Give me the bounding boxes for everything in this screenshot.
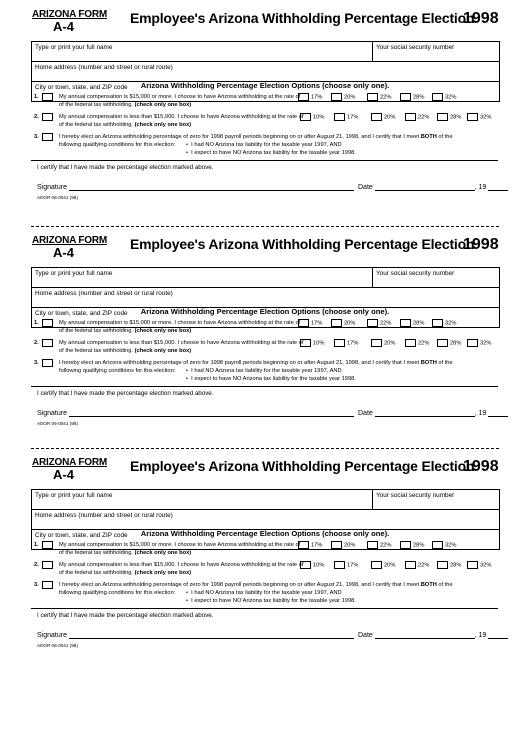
checkbox-icon xyxy=(334,561,345,569)
form-name: ARIZONA FORM xyxy=(32,235,107,246)
pct-label: 22% xyxy=(418,340,430,347)
pct-checkbox[interactable] xyxy=(467,339,491,348)
option-3 xyxy=(34,581,504,607)
pct-checkbox[interactable] xyxy=(400,319,424,328)
options-heading: Arizona Withholding Percentage Election Options (choose only one). xyxy=(140,529,390,538)
year-suffix: , 19 xyxy=(474,632,487,639)
pct-label: 28% xyxy=(413,320,425,327)
signature-underline xyxy=(69,409,354,417)
option-text-line2 xyxy=(59,101,191,109)
option-2 xyxy=(34,113,504,131)
option-text-bold: (check only one box) xyxy=(134,102,192,108)
address-field-label: Home address (number and street or rural route) xyxy=(35,290,173,297)
address-field-label: Home address (number and street or rural route) xyxy=(35,512,173,519)
pct-checkbox[interactable] xyxy=(432,319,456,328)
option-2-checkbox[interactable] xyxy=(42,561,53,569)
option-3-checkbox[interactable] xyxy=(42,359,53,367)
pct-checkbox[interactable] xyxy=(331,319,355,328)
pct-checkbox[interactable] xyxy=(371,113,395,122)
pct-label: 22% xyxy=(380,94,392,101)
option-number: 3. xyxy=(34,360,39,366)
option-3-checkbox[interactable] xyxy=(42,133,53,141)
ssn-field-label: Your social security number xyxy=(376,44,455,51)
checkbox-icon xyxy=(405,561,416,569)
option-1-checkbox[interactable] xyxy=(42,541,53,549)
signature-label: Signature xyxy=(37,410,67,417)
option-text-line2: following qualifying conditions for this election: xyxy=(59,142,176,148)
condition-bullet: • I expect to have NO Arizona tax liability for the taxable year 1998. xyxy=(186,150,356,156)
checkbox-icon xyxy=(400,93,411,101)
option-text-line2: following qualifying conditions for this election: xyxy=(59,368,176,374)
pct-checkbox[interactable] xyxy=(371,339,395,348)
ssn-field[interactable] xyxy=(372,42,455,61)
form-year: 1998 xyxy=(463,236,499,253)
options-heading: Arizona Withholding Percentage Election Options (choose only one). xyxy=(140,81,390,90)
checkbox-icon xyxy=(437,113,448,121)
option-text-plain: I hereby elect an Arizona withholding percentage of zero for 1998 payroll periods beginning on or after August 21, 1998, and I certify that I meet xyxy=(59,582,421,588)
option-text-line2 xyxy=(59,549,191,557)
checkbox-icon xyxy=(371,113,382,121)
address-field-label: Home address (number and street or rural route) xyxy=(35,64,173,71)
pct-checkbox[interactable] xyxy=(405,339,429,348)
date-label: Date xyxy=(358,184,373,191)
pct-label: 28% xyxy=(450,114,462,121)
option-text: My annual compensation is $15,000 or more. I choose to have Arizona withholding at the rate of xyxy=(59,94,301,100)
city-field-label: City or town, state, and ZIP code xyxy=(35,310,128,317)
pct-label: 22% xyxy=(418,562,430,569)
form-title: Employee's Arizona Withholding Percentage Election xyxy=(130,458,475,474)
pct-label: 32% xyxy=(480,114,492,121)
date-line[interactable] xyxy=(358,183,508,191)
checkbox-icon xyxy=(437,339,448,347)
condition-text: I had NO Arizona tax liability for the taxable year 1997, AND xyxy=(191,142,342,148)
option-2-checkbox[interactable] xyxy=(42,339,53,347)
option-1 xyxy=(34,541,504,559)
pct-checkbox[interactable] xyxy=(334,113,358,122)
pct-checkbox[interactable] xyxy=(300,561,324,570)
pct-label: 17% xyxy=(347,562,359,569)
name-field-label: Type or print your full name xyxy=(35,492,113,499)
checkbox-icon xyxy=(432,541,443,549)
name-field-label: Type or print your full name xyxy=(35,44,113,51)
option-2 xyxy=(34,339,504,357)
option-text-plain: I hereby elect an Arizona withholding percentage of zero for 1998 payroll periods beginning on or after August 21, 1998, and I certify that I meet xyxy=(59,134,421,140)
pct-label: 32% xyxy=(445,320,457,327)
pct-checkbox[interactable] xyxy=(300,339,324,348)
year-suffix: , 19 xyxy=(474,410,487,417)
form-number: A-4 xyxy=(53,245,74,260)
pct-checkbox[interactable] xyxy=(331,93,355,102)
checkbox-icon xyxy=(467,339,478,347)
checkbox-icon xyxy=(331,93,342,101)
signature-underline xyxy=(69,631,354,639)
option-text xyxy=(59,359,453,367)
option-text xyxy=(59,581,453,589)
address-field[interactable] xyxy=(32,510,499,530)
option-number: 3. xyxy=(34,582,39,588)
name-row[interactable] xyxy=(32,268,499,288)
year-underline xyxy=(488,183,508,191)
pct-checkbox[interactable] xyxy=(371,561,395,570)
option-text: My annual compensation is less than $15,000. I choose to have Arizona withholding at the rate of xyxy=(59,562,304,568)
address-field[interactable] xyxy=(32,62,499,82)
option-text: My annual compensation is less than $15,000. I choose to have Arizona withholding at the rate of xyxy=(59,340,304,346)
pct-label: 22% xyxy=(418,114,430,121)
date-label: Date xyxy=(358,632,373,639)
checkbox-icon xyxy=(367,319,378,327)
condition-bullet: • I had NO Arizona tax liability for the taxable year 1997, AND xyxy=(186,368,342,374)
pct-label: 20% xyxy=(344,320,356,327)
form-id xyxy=(32,235,112,260)
city-field-label: City or town, state, and ZIP code xyxy=(35,532,128,539)
pct-checkbox[interactable] xyxy=(467,561,491,570)
ssn-field[interactable] xyxy=(372,268,455,287)
option-text-bold: BOTH xyxy=(420,582,437,588)
pct-checkbox[interactable] xyxy=(367,541,391,550)
pct-checkbox[interactable] xyxy=(334,561,358,570)
option-text-line2 xyxy=(59,327,191,335)
pct-checkbox[interactable] xyxy=(298,319,322,328)
option-number: 3. xyxy=(34,134,39,140)
pct-label: 28% xyxy=(413,94,425,101)
pct-checkbox[interactable] xyxy=(437,561,461,570)
option-1-checkbox[interactable] xyxy=(42,93,53,101)
pct-label: 20% xyxy=(344,542,356,549)
option-number: 2. xyxy=(34,340,39,346)
option-2-checkbox[interactable] xyxy=(42,113,53,121)
pct-checkbox[interactable] xyxy=(331,541,355,550)
option-2 xyxy=(34,561,504,579)
option-text-plain: of the federal tax withholding. xyxy=(59,348,135,354)
checkbox-icon xyxy=(334,339,345,347)
option-text-bold: (check only one box) xyxy=(134,122,192,128)
checkbox-icon xyxy=(405,113,416,121)
condition-bullet: • I had NO Arizona tax liability for the taxable year 1997, AND xyxy=(186,142,342,148)
pct-checkbox[interactable] xyxy=(405,113,429,122)
form-id xyxy=(32,457,112,482)
form-year: 1998 xyxy=(463,458,499,475)
pct-label: 20% xyxy=(384,340,396,347)
option-text-bold: (check only one box) xyxy=(134,348,192,354)
pct-label: 32% xyxy=(445,542,457,549)
checkbox-icon xyxy=(331,319,342,327)
option-text: My annual compensation is $15,000 or more. I choose to have Arizona withholding at the rate of xyxy=(59,320,301,326)
pct-label: 17% xyxy=(347,340,359,347)
date-underline xyxy=(375,631,475,639)
form-number: A-4 xyxy=(53,467,74,482)
certification-text: I certify that I have made the percentage election marked above. xyxy=(31,160,498,171)
pct-label: 17% xyxy=(311,94,323,101)
city-field-label: City or town, state, and ZIP code xyxy=(35,84,128,91)
checkbox-icon xyxy=(367,93,378,101)
checkbox-icon xyxy=(467,561,478,569)
option-number: 2. xyxy=(34,562,39,568)
pct-checkbox[interactable] xyxy=(437,339,461,348)
pct-checkbox[interactable] xyxy=(300,113,324,122)
option-number: 1. xyxy=(34,542,39,548)
pct-label: 10% xyxy=(313,340,325,347)
form-name: ARIZONA FORM xyxy=(32,9,107,20)
pct-label: 28% xyxy=(413,542,425,549)
option-text-line2 xyxy=(59,347,191,355)
condition-text: I had NO Arizona tax liability for the taxable year 1997, AND xyxy=(191,368,342,374)
pct-label: 20% xyxy=(384,114,396,121)
pct-checkbox[interactable] xyxy=(405,561,429,570)
form-title: Employee's Arizona Withholding Percentage Election xyxy=(130,236,475,252)
pct-label: 10% xyxy=(313,562,325,569)
option-3 xyxy=(34,359,504,385)
pct-checkbox[interactable] xyxy=(432,93,456,102)
option-text-plain: of the xyxy=(436,134,453,140)
date-line[interactable] xyxy=(358,409,508,417)
condition-text: I expect to have NO Arizona tax liability for the taxable year 1998. xyxy=(191,376,356,382)
option-text-plain: of the federal tax withholding. xyxy=(59,550,135,556)
option-text-bold: (check only one box) xyxy=(134,328,192,334)
ssn-field-label: Your social security number xyxy=(376,492,455,499)
date-label: Date xyxy=(358,410,373,417)
checkbox-icon xyxy=(467,113,478,121)
options-heading: Arizona Withholding Percentage Election Options (choose only one). xyxy=(140,307,390,316)
pct-checkbox[interactable] xyxy=(400,93,424,102)
ssn-field[interactable] xyxy=(372,490,455,509)
signature-underline xyxy=(69,183,354,191)
a4-form-copy xyxy=(0,235,530,450)
checkbox-icon xyxy=(300,339,311,347)
pct-checkbox[interactable] xyxy=(298,93,322,102)
certification-text: I certify that I have made the percentage election marked above. xyxy=(31,386,498,397)
option-text-line2 xyxy=(59,121,191,129)
pct-label: 28% xyxy=(450,340,462,347)
ssn-field-label: Your social security number xyxy=(376,270,455,277)
form-title: Employee's Arizona Withholding Percentage Election xyxy=(130,10,475,26)
year-suffix: , 19 xyxy=(474,184,487,191)
checkbox-icon xyxy=(367,541,378,549)
a4-form-copy xyxy=(0,457,530,672)
pct-label: 20% xyxy=(384,562,396,569)
checkbox-icon xyxy=(432,93,443,101)
option-1 xyxy=(34,93,504,111)
pct-label: 22% xyxy=(380,320,392,327)
pct-label: 32% xyxy=(480,340,492,347)
signature-label: Signature xyxy=(37,632,67,639)
checkbox-icon xyxy=(405,339,416,347)
checkbox-icon xyxy=(334,113,345,121)
checkbox-icon xyxy=(331,541,342,549)
pct-checkbox[interactable] xyxy=(334,339,358,348)
option-text xyxy=(59,133,453,141)
date-line[interactable] xyxy=(358,631,508,639)
option-text-bold: (check only one box) xyxy=(134,570,192,576)
condition-text: I had NO Arizona tax liability for the taxable year 1997, AND xyxy=(191,590,342,596)
checkbox-icon xyxy=(298,319,309,327)
option-text-plain: of the xyxy=(436,582,453,588)
option-text-plain: of the federal tax withholding. xyxy=(59,122,135,128)
name-row[interactable] xyxy=(32,42,499,62)
cut-line xyxy=(31,448,499,449)
option-text-plain: I hereby elect an Arizona withholding percentage of zero for 1998 payroll periods beginning on or after August 21, 1998, and I certify that I meet xyxy=(59,360,421,366)
certification-text: I certify that I have made the percentage election marked above. xyxy=(31,608,498,619)
ador-code: ADOR 06-0041 (98) xyxy=(37,643,78,648)
date-underline xyxy=(375,183,475,191)
option-text-line2: following qualifying conditions for this election: xyxy=(59,590,176,596)
pct-label: 17% xyxy=(311,542,323,549)
option-1-checkbox[interactable] xyxy=(42,319,53,327)
pct-checkbox[interactable] xyxy=(298,541,322,550)
option-text: My annual compensation is $15,000 or more. I choose to have Arizona withholding at the rate of xyxy=(59,542,301,548)
option-number: 1. xyxy=(34,320,39,326)
form-year: 1998 xyxy=(463,10,499,27)
checkbox-icon xyxy=(298,93,309,101)
signature-line[interactable] xyxy=(37,183,354,191)
pct-label: 32% xyxy=(445,94,457,101)
option-text-plain: of the federal tax withholding. xyxy=(59,570,135,576)
signature-label: Signature xyxy=(37,184,67,191)
name-field-label: Type or print your full name xyxy=(35,270,113,277)
condition-text: I expect to have NO Arizona tax liability for the taxable year 1998. xyxy=(191,150,356,156)
condition-text: I expect to have NO Arizona tax liability for the taxable year 1998. xyxy=(191,598,356,604)
condition-bullet: • I had NO Arizona tax liability for the taxable year 1997, AND xyxy=(186,590,342,596)
option-text-plain: of the federal tax withholding. xyxy=(59,328,135,334)
a4-form-copy xyxy=(0,9,530,224)
cut-line xyxy=(31,226,499,227)
option-3-checkbox[interactable] xyxy=(42,581,53,589)
condition-bullet: • I expect to have NO Arizona tax liability for the taxable year 1998. xyxy=(186,598,356,604)
checkbox-icon xyxy=(298,541,309,549)
pct-checkbox[interactable] xyxy=(437,113,461,122)
checkbox-icon xyxy=(371,339,382,347)
pct-checkbox[interactable] xyxy=(432,541,456,550)
year-underline xyxy=(488,631,508,639)
pct-checkbox[interactable] xyxy=(400,541,424,550)
checkbox-icon xyxy=(432,319,443,327)
checkbox-icon xyxy=(400,541,411,549)
year-underline xyxy=(488,409,508,417)
name-row[interactable] xyxy=(32,490,499,510)
checkbox-icon xyxy=(400,319,411,327)
form-number: A-4 xyxy=(53,19,74,34)
pct-label: 17% xyxy=(347,114,359,121)
pct-label: 32% xyxy=(480,562,492,569)
checkbox-icon xyxy=(437,561,448,569)
pct-checkbox[interactable] xyxy=(467,113,491,122)
pct-label: 17% xyxy=(311,320,323,327)
date-underline xyxy=(375,409,475,417)
pct-checkbox[interactable] xyxy=(367,319,391,328)
condition-bullet: • I expect to have NO Arizona tax liability for the taxable year 1998. xyxy=(186,376,356,382)
signature-line[interactable] xyxy=(37,631,354,639)
ador-code: ADOR 06-0041 (98) xyxy=(37,421,78,426)
option-text-bold: BOTH xyxy=(420,134,437,140)
checkbox-icon xyxy=(371,561,382,569)
option-3 xyxy=(34,133,504,159)
option-number: 1. xyxy=(34,94,39,100)
checkbox-icon xyxy=(300,561,311,569)
option-text: My annual compensation is less than $15,000. I choose to have Arizona withholding at the rate of xyxy=(59,114,304,120)
pct-label: 22% xyxy=(380,542,392,549)
option-number: 2. xyxy=(34,114,39,120)
signature-line[interactable] xyxy=(37,409,354,417)
option-1 xyxy=(34,319,504,337)
option-text-line2 xyxy=(59,569,191,577)
pct-label: 20% xyxy=(344,94,356,101)
option-text-plain: of the federal tax withholding. xyxy=(59,102,135,108)
checkbox-icon xyxy=(300,113,311,121)
form-name: ARIZONA FORM xyxy=(32,457,107,468)
pct-label: 10% xyxy=(313,114,325,121)
address-field[interactable] xyxy=(32,288,499,308)
form-id xyxy=(32,9,112,34)
option-text-bold: (check only one box) xyxy=(134,550,192,556)
option-text-bold: BOTH xyxy=(420,360,437,366)
option-text-plain: of the xyxy=(436,360,453,366)
pct-label: 28% xyxy=(450,562,462,569)
pct-checkbox[interactable] xyxy=(367,93,391,102)
ador-code: ADOR 06-0041 (98) xyxy=(37,195,78,200)
